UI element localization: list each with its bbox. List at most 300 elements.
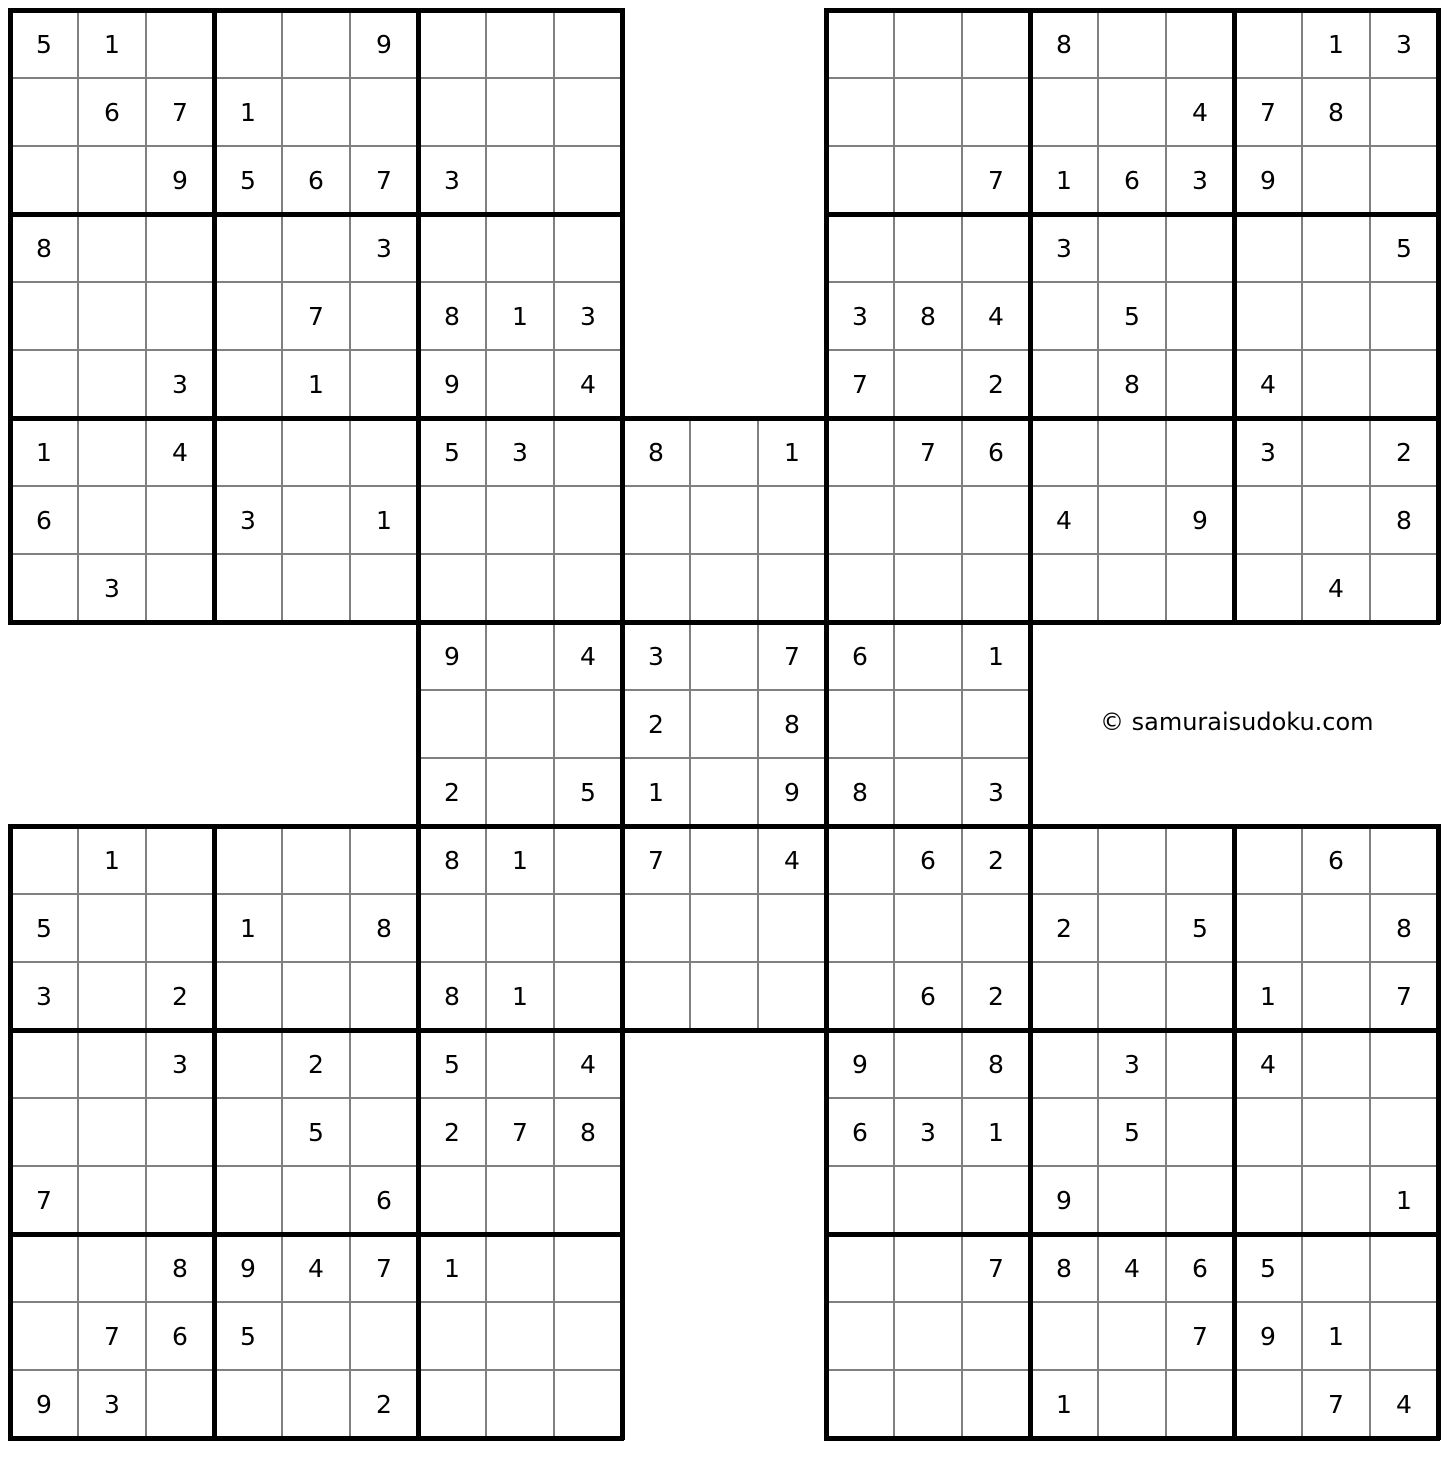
sudoku-cell[interactable] <box>962 10 1030 78</box>
sudoku-cell[interactable] <box>690 690 758 758</box>
sudoku-cell-given: 6 <box>78 78 146 146</box>
sudoku-cell[interactable] <box>554 1302 622 1370</box>
sudoku-cell[interactable] <box>1030 282 1098 350</box>
sudoku-cell[interactable] <box>350 1030 418 1098</box>
sudoku-cell[interactable] <box>1302 894 1370 962</box>
cell-border-line <box>1301 10 1303 622</box>
sudoku-cell-given: 4 <box>282 1234 350 1302</box>
cell-border-line <box>10 1165 622 1167</box>
sudoku-cell[interactable] <box>486 350 554 418</box>
sudoku-cell[interactable] <box>10 1302 78 1370</box>
sudoku-cell[interactable] <box>1302 962 1370 1030</box>
sudoku-cell[interactable] <box>894 1234 962 1302</box>
sudoku-cell[interactable] <box>1234 826 1302 894</box>
sudoku-cell[interactable] <box>1166 282 1234 350</box>
sudoku-cell-given: 1 <box>1302 1302 1370 1370</box>
sudoku-cell[interactable] <box>78 486 146 554</box>
sudoku-cell[interactable] <box>214 350 282 418</box>
sudoku-cell[interactable] <box>418 214 486 282</box>
sudoku-cell[interactable] <box>826 1166 894 1234</box>
sudoku-cell[interactable] <box>1030 962 1098 1030</box>
sudoku-cell-given: 8 <box>826 758 894 826</box>
sudoku-cell[interactable] <box>78 1030 146 1098</box>
sudoku-cell[interactable] <box>554 554 622 622</box>
sudoku-cell[interactable] <box>826 78 894 146</box>
sudoku-cell[interactable] <box>894 1166 962 1234</box>
sudoku-cell[interactable] <box>10 554 78 622</box>
sudoku-cell[interactable] <box>894 758 962 826</box>
sudoku-cell[interactable] <box>894 146 962 214</box>
sudoku-cell[interactable] <box>962 894 1030 962</box>
sudoku-cell-given: 5 <box>1098 1098 1166 1166</box>
sudoku-cell[interactable] <box>418 690 486 758</box>
sudoku-cell[interactable] <box>1234 486 1302 554</box>
sudoku-cell[interactable] <box>1030 554 1098 622</box>
sudoku-cell[interactable] <box>1302 282 1370 350</box>
sudoku-cell[interactable] <box>1234 282 1302 350</box>
box-border-line <box>824 212 1440 217</box>
cell-border-line <box>418 553 1030 555</box>
sudoku-cell[interactable] <box>1098 962 1166 1030</box>
sudoku-cell[interactable] <box>894 350 962 418</box>
sudoku-cell[interactable] <box>1166 418 1234 486</box>
sudoku-cell-given: 1 <box>486 826 554 894</box>
sudoku-cell[interactable] <box>1302 146 1370 214</box>
sudoku-cell-given: 5 <box>1370 214 1438 282</box>
sudoku-cell[interactable] <box>1166 10 1234 78</box>
sudoku-cell[interactable] <box>1030 1098 1098 1166</box>
sudoku-cell[interactable] <box>554 10 622 78</box>
sudoku-cell[interactable] <box>486 690 554 758</box>
sudoku-cell[interactable] <box>350 350 418 418</box>
sudoku-cell-given: 5 <box>1098 282 1166 350</box>
sudoku-cell[interactable] <box>10 1098 78 1166</box>
sudoku-cell[interactable] <box>1370 826 1438 894</box>
sudoku-cell[interactable] <box>690 758 758 826</box>
sudoku-cell-given: 9 <box>214 1234 282 1302</box>
sudoku-cell[interactable] <box>214 826 282 894</box>
sudoku-cell[interactable] <box>1234 214 1302 282</box>
sudoku-cell-given: 4 <box>758 826 826 894</box>
cell-border-line <box>553 826 555 1438</box>
sudoku-cell[interactable] <box>1098 826 1166 894</box>
sudoku-cell[interactable] <box>418 1166 486 1234</box>
sudoku-cell[interactable] <box>486 894 554 962</box>
sudoku-cell[interactable] <box>78 350 146 418</box>
sudoku-cell-given: 8 <box>1370 486 1438 554</box>
sudoku-cell[interactable] <box>350 1098 418 1166</box>
sudoku-cell[interactable] <box>758 486 826 554</box>
sudoku-cell-given: 1 <box>214 78 282 146</box>
sudoku-cell[interactable] <box>350 826 418 894</box>
sudoku-cell[interactable] <box>1370 1098 1438 1166</box>
sudoku-cell[interactable] <box>894 554 962 622</box>
sudoku-cell[interactable] <box>826 486 894 554</box>
sudoku-cell-given: 2 <box>418 758 486 826</box>
cell-border-line <box>893 826 895 1438</box>
sudoku-cell[interactable] <box>1166 1098 1234 1166</box>
sudoku-cell[interactable] <box>10 146 78 214</box>
sudoku-cell[interactable] <box>1030 1030 1098 1098</box>
sudoku-cell-given: 7 <box>1166 1302 1234 1370</box>
sudoku-cell[interactable] <box>350 78 418 146</box>
sudoku-cell[interactable] <box>1098 486 1166 554</box>
box-border-line <box>824 8 1440 13</box>
sudoku-cell-given: 2 <box>418 1098 486 1166</box>
sudoku-cell[interactable] <box>1098 1302 1166 1370</box>
sudoku-cell[interactable] <box>282 1370 350 1438</box>
sudoku-cell[interactable] <box>1302 418 1370 486</box>
sudoku-cell[interactable] <box>1166 962 1234 1030</box>
sudoku-cell[interactable] <box>418 1302 486 1370</box>
cell-border-line <box>485 826 487 1438</box>
sudoku-cell[interactable] <box>1370 1030 1438 1098</box>
sudoku-cell[interactable] <box>486 1370 554 1438</box>
sudoku-cell[interactable] <box>282 826 350 894</box>
sudoku-cell-given: 3 <box>486 418 554 486</box>
sudoku-cell-given: 2 <box>350 1370 418 1438</box>
sudoku-cell[interactable] <box>962 486 1030 554</box>
sudoku-cell[interactable] <box>894 486 962 554</box>
sudoku-cell[interactable] <box>894 622 962 690</box>
sudoku-cell[interactable] <box>10 282 78 350</box>
sudoku-cell[interactable] <box>554 214 622 282</box>
sudoku-cell[interactable] <box>214 1166 282 1234</box>
box-border-line <box>8 212 624 217</box>
sudoku-cell[interactable] <box>826 962 894 1030</box>
cell-border-line <box>826 893 1438 895</box>
sudoku-cell[interactable] <box>554 78 622 146</box>
sudoku-cell[interactable] <box>10 826 78 894</box>
sudoku-cell[interactable] <box>622 962 690 1030</box>
cell-border-line <box>1165 10 1167 622</box>
sudoku-cell[interactable] <box>690 962 758 1030</box>
sudoku-cell[interactable] <box>146 1098 214 1166</box>
sudoku-cell[interactable] <box>78 282 146 350</box>
sudoku-cell-given: 5 <box>10 894 78 962</box>
sudoku-cell[interactable] <box>78 1234 146 1302</box>
sudoku-cell[interactable] <box>146 554 214 622</box>
sudoku-cell[interactable] <box>350 418 418 486</box>
sudoku-cell[interactable] <box>894 10 962 78</box>
sudoku-cell[interactable] <box>1098 10 1166 78</box>
sudoku-cell-given: 3 <box>350 214 418 282</box>
sudoku-cell[interactable] <box>1370 146 1438 214</box>
sudoku-cell[interactable] <box>214 282 282 350</box>
sudoku-cell[interactable] <box>418 1370 486 1438</box>
sudoku-cell[interactable] <box>894 1030 962 1098</box>
sudoku-cell[interactable] <box>282 554 350 622</box>
sudoku-cell-given: 1 <box>78 826 146 894</box>
sudoku-cell-given: 4 <box>1302 554 1370 622</box>
sudoku-cell[interactable] <box>78 1098 146 1166</box>
sudoku-cell[interactable] <box>1234 1166 1302 1234</box>
cell-border-line <box>145 10 147 622</box>
sudoku-cell[interactable] <box>78 962 146 1030</box>
sudoku-cell[interactable] <box>1370 1234 1438 1302</box>
sudoku-cell[interactable] <box>1370 78 1438 146</box>
sudoku-cell-given: 2 <box>1030 894 1098 962</box>
sudoku-cell[interactable] <box>826 554 894 622</box>
sudoku-cell[interactable] <box>282 486 350 554</box>
cell-border-line <box>281 10 283 622</box>
sudoku-cell[interactable] <box>894 78 962 146</box>
sudoku-cell[interactable] <box>78 1166 146 1234</box>
sudoku-cell-given: 8 <box>1030 10 1098 78</box>
sudoku-cell[interactable] <box>214 1370 282 1438</box>
sudoku-cell[interactable] <box>622 894 690 962</box>
sudoku-cell[interactable] <box>78 146 146 214</box>
sudoku-cell[interactable] <box>486 1302 554 1370</box>
sudoku-cell[interactable] <box>486 214 554 282</box>
sudoku-cell-given: 4 <box>554 350 622 418</box>
sudoku-cell[interactable] <box>962 690 1030 758</box>
sudoku-cell[interactable] <box>554 1234 622 1302</box>
sudoku-cell[interactable] <box>1370 282 1438 350</box>
sudoku-cell[interactable] <box>214 1098 282 1166</box>
sudoku-cell-given: 8 <box>1370 894 1438 962</box>
sudoku-cell[interactable] <box>1166 350 1234 418</box>
sudoku-cell[interactable] <box>1166 1166 1234 1234</box>
sudoku-cell[interactable] <box>146 826 214 894</box>
box-border-line <box>620 824 625 1440</box>
sudoku-cell[interactable] <box>826 1370 894 1438</box>
sudoku-cell[interactable] <box>826 1302 894 1370</box>
sudoku-cell[interactable] <box>690 486 758 554</box>
sudoku-cell[interactable] <box>1166 826 1234 894</box>
sudoku-cell[interactable] <box>350 554 418 622</box>
sudoku-cell-given: 8 <box>1302 78 1370 146</box>
sudoku-cell[interactable] <box>486 622 554 690</box>
sudoku-cell[interactable] <box>282 962 350 1030</box>
box-border-line <box>8 824 624 829</box>
sudoku-cell[interactable] <box>146 10 214 78</box>
sudoku-cell[interactable] <box>350 282 418 350</box>
sudoku-cell[interactable] <box>690 554 758 622</box>
sudoku-cell-given: 7 <box>486 1098 554 1166</box>
sudoku-cell[interactable] <box>418 486 486 554</box>
sudoku-cell[interactable] <box>1370 350 1438 418</box>
sudoku-cell[interactable] <box>146 214 214 282</box>
sudoku-cell[interactable] <box>690 418 758 486</box>
sudoku-cell[interactable] <box>146 1166 214 1234</box>
sudoku-cell-given: 4 <box>1098 1234 1166 1302</box>
sudoku-cell[interactable] <box>690 894 758 962</box>
sudoku-cell[interactable] <box>282 1302 350 1370</box>
sudoku-cell[interactable] <box>350 962 418 1030</box>
sudoku-cell[interactable] <box>826 146 894 214</box>
sudoku-cell[interactable] <box>622 554 690 622</box>
sudoku-cell[interactable] <box>214 554 282 622</box>
sudoku-cell[interactable] <box>1098 1370 1166 1438</box>
sudoku-cell-given: 3 <box>826 282 894 350</box>
sudoku-cell[interactable] <box>1166 554 1234 622</box>
sudoku-cell[interactable] <box>282 894 350 962</box>
sudoku-cell[interactable] <box>146 486 214 554</box>
sudoku-cell[interactable] <box>10 350 78 418</box>
sudoku-cell-given: 3 <box>10 962 78 1030</box>
sudoku-cell[interactable] <box>78 418 146 486</box>
sudoku-cell-given: 1 <box>486 962 554 1030</box>
sudoku-cell[interactable] <box>486 554 554 622</box>
sudoku-cell[interactable] <box>418 78 486 146</box>
sudoku-cell[interactable] <box>1098 78 1166 146</box>
sudoku-cell[interactable] <box>486 146 554 214</box>
sudoku-cell[interactable] <box>1098 894 1166 962</box>
sudoku-cell[interactable] <box>418 894 486 962</box>
sudoku-cell[interactable] <box>486 10 554 78</box>
sudoku-cell[interactable] <box>758 962 826 1030</box>
box-border-line <box>416 620 1032 625</box>
sudoku-cell-given: 6 <box>1166 1234 1234 1302</box>
cell-border-line <box>1369 826 1371 1438</box>
sudoku-cell[interactable] <box>214 1030 282 1098</box>
sudoku-cell[interactable] <box>1030 1302 1098 1370</box>
sudoku-cell[interactable] <box>1234 1098 1302 1166</box>
box-border-line <box>8 1028 624 1033</box>
sudoku-cell[interactable] <box>214 214 282 282</box>
sudoku-cell[interactable] <box>1234 894 1302 962</box>
sudoku-cell[interactable] <box>282 1166 350 1234</box>
sudoku-cell[interactable] <box>1030 78 1098 146</box>
sudoku-cell-given: 8 <box>1030 1234 1098 1302</box>
sudoku-cell[interactable] <box>486 1234 554 1302</box>
sudoku-cell[interactable] <box>826 418 894 486</box>
sudoku-cell[interactable] <box>146 894 214 962</box>
sudoku-cell[interactable] <box>1302 1098 1370 1166</box>
sudoku-cell[interactable] <box>554 1166 622 1234</box>
sudoku-cell[interactable] <box>894 690 962 758</box>
sudoku-cell-given: 4 <box>554 622 622 690</box>
sudoku-cell[interactable] <box>10 1030 78 1098</box>
sudoku-cell[interactable] <box>826 1234 894 1302</box>
sudoku-cell[interactable] <box>962 214 1030 282</box>
sudoku-cell[interactable] <box>1234 554 1302 622</box>
sudoku-cell[interactable] <box>1234 1370 1302 1438</box>
sudoku-cell[interactable] <box>690 622 758 690</box>
sudoku-cell-given: 4 <box>1234 350 1302 418</box>
sudoku-cell[interactable] <box>554 826 622 894</box>
sudoku-cell-given: 7 <box>10 1166 78 1234</box>
sudoku-cell[interactable] <box>826 10 894 78</box>
sudoku-cell[interactable] <box>826 826 894 894</box>
sudoku-cell[interactable] <box>214 418 282 486</box>
sudoku-cell[interactable] <box>1166 214 1234 282</box>
sudoku-cell[interactable] <box>282 78 350 146</box>
cell-border-line <box>1301 826 1303 1438</box>
sudoku-cell[interactable] <box>1370 554 1438 622</box>
sudoku-cell[interactable] <box>1302 350 1370 418</box>
cell-border-line <box>349 826 351 1438</box>
sudoku-cell-given: 2 <box>622 690 690 758</box>
sudoku-cell[interactable] <box>486 486 554 554</box>
sudoku-cell[interactable] <box>894 1302 962 1370</box>
sudoku-cell[interactable] <box>554 962 622 1030</box>
sudoku-cell[interactable] <box>146 282 214 350</box>
sudoku-cell[interactable] <box>1030 418 1098 486</box>
sudoku-cell[interactable] <box>1098 214 1166 282</box>
sudoku-cell[interactable] <box>894 1370 962 1438</box>
sudoku-cell-given: 4 <box>146 418 214 486</box>
sudoku-cell[interactable] <box>1302 1234 1370 1302</box>
sudoku-cell[interactable] <box>78 894 146 962</box>
sudoku-cell[interactable] <box>894 214 962 282</box>
sudoku-cell[interactable] <box>554 894 622 962</box>
cell-border-line <box>10 77 622 79</box>
sudoku-cell[interactable] <box>282 214 350 282</box>
sudoku-cell[interactable] <box>1166 1370 1234 1438</box>
sudoku-cell[interactable] <box>554 146 622 214</box>
sudoku-cell[interactable] <box>962 78 1030 146</box>
sudoku-cell[interactable] <box>146 1370 214 1438</box>
sudoku-cell-given: 3 <box>78 1370 146 1438</box>
sudoku-cell[interactable] <box>78 214 146 282</box>
cell-border-line <box>77 10 79 622</box>
sudoku-cell[interactable] <box>486 1166 554 1234</box>
sudoku-cell[interactable] <box>1098 1166 1166 1234</box>
sudoku-cell[interactable] <box>1370 1302 1438 1370</box>
sudoku-cell[interactable] <box>1234 10 1302 78</box>
sudoku-cell[interactable] <box>1302 486 1370 554</box>
sudoku-cell[interactable] <box>826 690 894 758</box>
sudoku-cell[interactable] <box>826 214 894 282</box>
sudoku-cell[interactable] <box>1302 1166 1370 1234</box>
sudoku-cell[interactable] <box>486 78 554 146</box>
sudoku-cell[interactable] <box>758 894 826 962</box>
sudoku-cell[interactable] <box>350 1302 418 1370</box>
sudoku-cell[interactable] <box>554 690 622 758</box>
box-border-line <box>824 1028 1440 1033</box>
box-border-line <box>8 824 13 1440</box>
sudoku-cell[interactable] <box>10 78 78 146</box>
sudoku-cell[interactable] <box>894 894 962 962</box>
sudoku-cell[interactable] <box>962 1166 1030 1234</box>
sudoku-cell-given: 2 <box>962 826 1030 894</box>
sudoku-cell-given: 6 <box>826 622 894 690</box>
sudoku-cell[interactable] <box>962 1370 1030 1438</box>
sudoku-cell[interactable] <box>282 418 350 486</box>
sudoku-cell[interactable] <box>282 10 350 78</box>
sudoku-cell-given: 2 <box>282 1030 350 1098</box>
sudoku-cell[interactable] <box>418 10 486 78</box>
sudoku-cell[interactable] <box>690 826 758 894</box>
sudoku-cell[interactable] <box>758 554 826 622</box>
sudoku-cell[interactable] <box>622 486 690 554</box>
sudoku-cell[interactable] <box>10 1234 78 1302</box>
sudoku-cell-given: 2 <box>962 350 1030 418</box>
sudoku-cell[interactable] <box>1302 214 1370 282</box>
sudoku-cell[interactable] <box>962 1302 1030 1370</box>
sudoku-cell[interactable] <box>1302 1030 1370 1098</box>
box-border-line <box>824 824 1440 829</box>
sudoku-cell-given: 7 <box>962 1234 1030 1302</box>
sudoku-cell[interactable] <box>1098 554 1166 622</box>
sudoku-cell[interactable] <box>1030 350 1098 418</box>
sudoku-cell[interactable] <box>1098 418 1166 486</box>
sudoku-cell[interactable] <box>554 1370 622 1438</box>
sudoku-cell[interactable] <box>1166 1030 1234 1098</box>
sudoku-cell[interactable] <box>214 10 282 78</box>
sudoku-cell[interactable] <box>962 554 1030 622</box>
sudoku-cell[interactable] <box>1030 826 1098 894</box>
sudoku-cell[interactable] <box>486 1030 554 1098</box>
sudoku-cell[interactable] <box>554 418 622 486</box>
sudoku-cell[interactable] <box>826 894 894 962</box>
sudoku-cell[interactable] <box>554 486 622 554</box>
sudoku-cell[interactable] <box>486 758 554 826</box>
sudoku-cell[interactable] <box>214 962 282 1030</box>
sudoku-cell[interactable] <box>418 554 486 622</box>
